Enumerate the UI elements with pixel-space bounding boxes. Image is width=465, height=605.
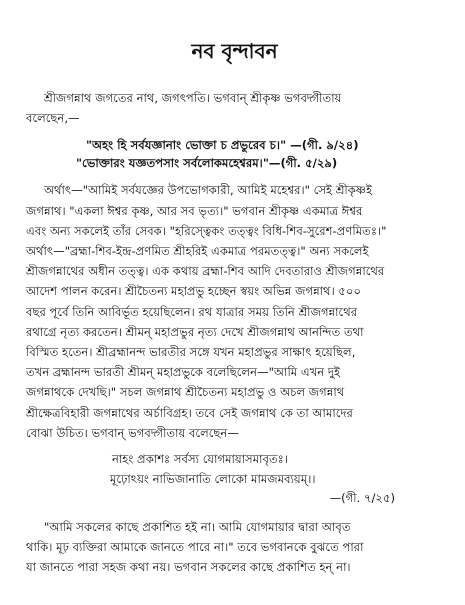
text-line: জগন্নাথকে দেখছি।" সচল জগন্নাথ শ্রীচৈতন্য মহাপ্রভু ও অচল জগন্নাথ <box>26 385 345 400</box>
gita-verse-line: মূঢ়োঽয়ং নাভিজানাতি লোকো মামজমব্যয়ম্।। <box>110 472 316 487</box>
scripture-quote: "অহং হি সর্বযজ্ঞানাং ভোক্তা চ প্রভুরেব চ।" —(গী. ৯/২৪) <box>86 138 359 153</box>
text-line: থাকি। মূঢ় ব্যক্তিরা আমাকে জানতে পারে না।" তবে ভগবানকে বুঝতে পারা <box>26 540 364 555</box>
text-line: শ্রীজগন্নাথের অধীন তত্ত্ব। এক কথায় ব্রহ্মা-শিব আদি দেবতারাও শ্রীজগন্নাথের <box>26 264 385 279</box>
text-line: জগন্নাথ। "একলা ঈশ্বর কৃষ্ণ, আর সব ভৃত্য।" ভগবান শ্রীকৃষ্ণ একমাত্র ঈশ্বর <box>26 203 363 218</box>
scripture-quote: "ভোক্তারং যজ্ঞতপসাং সর্বলোকমহেশ্বরম।"—(গী. ৫/২৯) <box>76 156 338 171</box>
text-line: বছর পূর্বে তিনি আবির্ভূত হয়েছিলেন। রথ যাত্রার সময় তিনি শ্রীজগন্নাথের <box>26 304 358 319</box>
text-line: "আমি সকলের কাছে প্রকাশিত হই না। আমি যোগমায়ার দ্বারা আবৃত <box>44 520 351 535</box>
paragraph-explanation <box>26 180 443 443</box>
text-line: যা জানতে পারা সহজ কথা নয়। ভগবান সকলের কাছে প্রকাশিত হন্ না। <box>26 560 351 575</box>
text-line: রথাগ্রে নৃত্য করতেন। শ্রীমন্ মহাপ্রভুর নৃত্য দেখে শ্রীজগন্নাথ আনন্দিত তথা <box>26 324 364 339</box>
text-line: বলেছেন,— <box>26 111 80 126</box>
verse-reference: —(গী. ৭/২৫) <box>329 491 395 506</box>
gita-verse-line: নাহং প্রকাশঃ সর্বস্য যোগমায়াসমাবৃতঃ। <box>112 452 288 467</box>
paragraph-translation <box>26 517 443 578</box>
text-line: অর্থাৎ—"আমিই সর্বযজ্ঞের উপভোগকারী, আমিই মহেশ্বর।" সেই শ্রীকৃষ্ণই <box>44 183 373 198</box>
page-title: নব বৃন্দাবন <box>191 39 278 63</box>
text-line: আদেশ পালন করেন। শ্রীচৈতন্য মহাপ্রভু হচ্ছেন স্বয়ং অভিন্ন জগন্নাথ। ৫০০ <box>26 284 361 299</box>
text-line: তখন ব্রহ্মানন্দ ভারতী শ্রীমন্ মহাপ্রভুকে বলেছিলেন—"আমি এখন দুই <box>26 365 341 380</box>
text-line: বিস্মিত হতেন। শ্রীব্রহ্মানন্দ ভারতীর সঙ্গে যখন মহাপ্রভুর সাক্ষাৎ হয়েছিল, <box>26 345 356 360</box>
paragraph-intro <box>26 88 443 128</box>
text-line: বোঝা উচিত। ভগবান্ ভগবদ্গীতায় বলেছেন— <box>26 425 239 440</box>
text-line: শ্রীক্ষেত্রবিহারী জগন্নাথের অর্চাবিগ্রহ। তবে সেই জগন্নাথ কে তা আমাদের <box>26 405 353 420</box>
text-line: অর্থাৎ—"ব্রহ্মা-শিব-ইন্দ্র-প্রণমিত শ্রীহরিই একমাত্র পরমতত্ত্ব।" অন্য সকলেই <box>26 244 369 259</box>
text-line: শ্রীজগন্নাথ জগতের নাথ, জগৎপতি। ভগবান্ শ্রীকৃষ্ণ ভগবদ্গীতায় <box>44 91 342 105</box>
text-line: এবং অন্য সকলেই তাঁর সেবক। "হরিস্ত্বেকং তত্ত্বং বিধি-শিব-সুরেশ-প্রণমিতঃ।" <box>26 223 387 238</box>
